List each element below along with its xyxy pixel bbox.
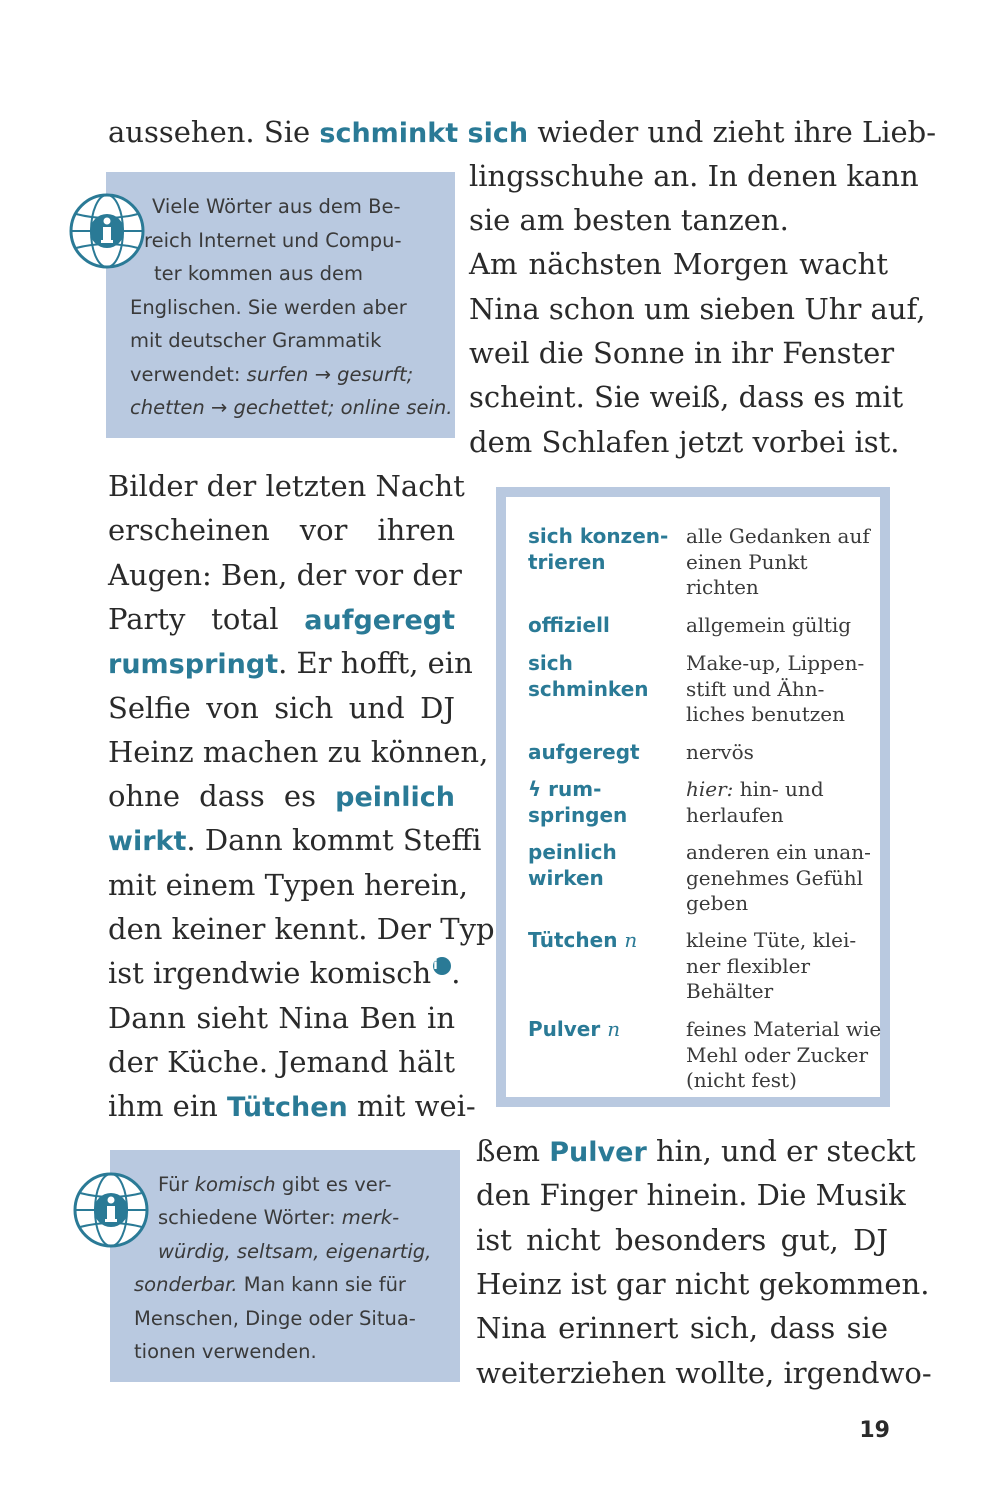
text-line: wirkt. Dann kommt Steffi: [108, 823, 482, 857]
info-text: verwendet: surfen → gesurft;: [130, 363, 414, 386]
vocab-definition: Make-up, Lippen- stift und Ähn- liches benutzen: [686, 651, 865, 726]
vocab-highlight: aufgeregt: [304, 605, 455, 636]
vocabulary-list: [506, 497, 880, 1097]
text-line: Augen: Ben, der vor der: [108, 558, 462, 592]
vocab-definition: allgemein gültig: [686, 613, 852, 637]
info-text: mit deutscher Grammatik: [130, 329, 382, 352]
info-text: schiedene Wörter: merk-: [158, 1206, 400, 1229]
text-line: der Küche. Jemand hält: [108, 1045, 455, 1079]
vocab-term: aufgeregt: [528, 740, 640, 764]
globe-info-icon: [68, 192, 146, 270]
vocab-highlight: wirkt: [108, 826, 187, 857]
text-line: den Finger hinein. Die Musik: [476, 1178, 906, 1212]
vocab-term: Pulver n: [528, 1017, 621, 1041]
info-reference-icon[interactable]: i: [433, 957, 451, 975]
text-line: sie am besten tanzen.: [469, 203, 789, 237]
text-line: ist nicht besonders gut, DJ: [476, 1223, 888, 1257]
info-text: reich Internet und Compu-: [144, 229, 402, 252]
page-number: 19: [859, 1418, 890, 1443]
text-line: ist irgendwie komisch i .: [108, 956, 461, 990]
vocab-term: sich schminken: [528, 651, 649, 701]
vocab-highlight: peinlich: [335, 782, 455, 813]
info-text: Für komisch gibt es ver-: [158, 1173, 392, 1196]
text-line: ihm ein Tütchen mit wei-: [108, 1089, 476, 1123]
vocab-definition: kleine Tüte, klei- ner flexibler Behälter: [686, 928, 857, 1003]
info-text: sonderbar. Man kann sie für: [134, 1273, 406, 1296]
text-line: mit einem Typen herein,: [108, 868, 469, 902]
vocab-highlight: Tütchen: [227, 1092, 348, 1123]
text-line: weil die Sonne in ihr Fenster: [469, 336, 895, 370]
vocab-term: offiziell: [528, 613, 610, 637]
info-text: Englischen. Sie werden aber: [130, 296, 407, 319]
vocab-highlight: rumspringt: [108, 649, 279, 680]
vocab-term: Tütchen n: [528, 928, 638, 952]
text-line: scheint. Sie weiß, dass es mit: [469, 380, 904, 414]
text-line: erscheinen vor ihren: [108, 513, 455, 547]
text-line: aussehen. Sie schminkt sich wieder und zieht ihre Lieb-: [108, 115, 937, 149]
text-line: Am nächsten Morgen wacht: [469, 247, 888, 281]
globe-info-icon: [72, 1171, 150, 1249]
text-line: Party total aufgeregt: [108, 602, 455, 636]
text-line: Heinz machen zu können,: [108, 735, 489, 769]
text-line: lingsschuhe an. In denen kann: [469, 159, 919, 193]
text-line: Nina schon um sieben Uhr auf,: [469, 292, 926, 326]
vocab-definition: hier: hin- und herlaufen: [686, 777, 824, 827]
info-text: würdig, seltsam, eigenartig,: [158, 1240, 432, 1263]
vocab-definition: feines Material wie Mehl oder Zucker (nicht fest): [686, 1017, 882, 1092]
text-line: weiterziehen wollte, irgendwo-: [476, 1356, 932, 1390]
vocab-term: sich konzen- trieren: [528, 524, 669, 574]
text-line: den keiner kennt. Der Typ: [108, 912, 495, 946]
text-line: dem Schlafen jetzt vorbei ist.: [469, 425, 900, 459]
info-text: Menschen, Dinge oder Situa-: [134, 1307, 416, 1330]
vocab-definition: nervös: [686, 740, 754, 764]
text-line: Selfie von sich und DJ: [108, 691, 455, 725]
vocab-term: ϟ rum- springen: [528, 777, 628, 827]
vocab-definition: alle Gedanken auf einen Punkt richten: [686, 524, 870, 599]
text-line: ßem Pulver hin, und er steckt: [476, 1134, 916, 1168]
info-text: chetten → gechettet; online sein.: [130, 396, 453, 419]
info-box: [110, 1150, 460, 1382]
vocab-highlight: Pulver: [549, 1137, 647, 1168]
text-line: ohne dass es peinlich: [108, 779, 455, 813]
vocab-highlight: schminkt sich: [319, 118, 529, 149]
info-text: ter kommen aus dem: [154, 262, 363, 285]
info-text: Viele Wörter aus dem Be-: [152, 195, 401, 218]
text-line: rumspringt. Er hofft, ein: [108, 646, 473, 680]
text-line: Nina erinnert sich, dass sie: [476, 1311, 888, 1345]
text-line: Heinz ist gar nicht gekommen.: [476, 1267, 930, 1301]
vocab-term: peinlich wirken: [528, 840, 617, 890]
text-line: Dann sieht Nina Ben in: [108, 1001, 455, 1035]
vocab-definition: anderen ein unan- genehmes Gefühl geben: [686, 840, 871, 915]
vocabulary-box: [496, 487, 890, 1107]
text-line: Bilder der letzten Nacht: [108, 469, 465, 503]
info-box: [106, 172, 455, 438]
info-text: tionen verwenden.: [134, 1340, 317, 1363]
